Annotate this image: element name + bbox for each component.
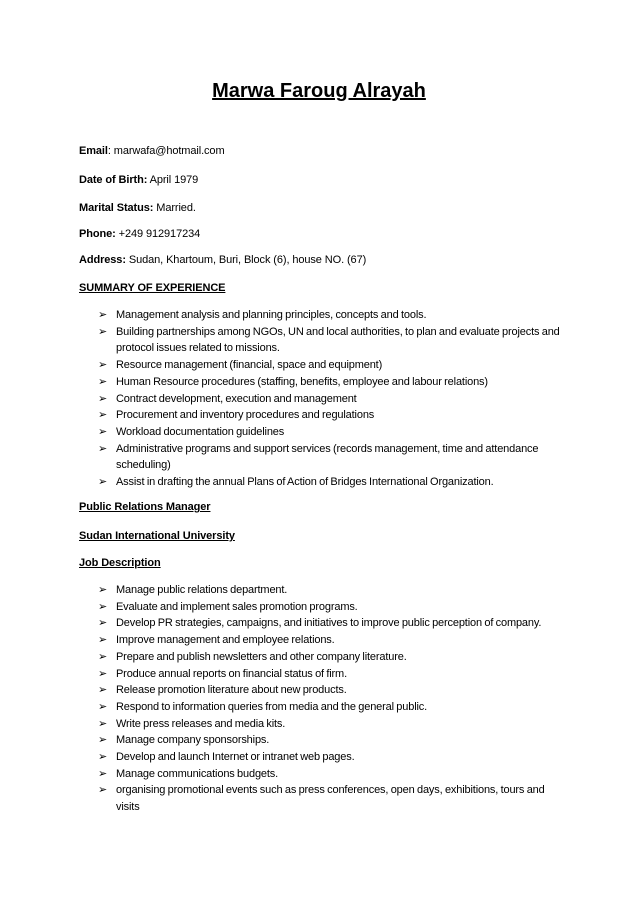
arrow-bullet-icon: ➢	[98, 666, 108, 680]
email-value: : marwafa@hotmail.com	[107, 145, 225, 157]
arrow-bullet-icon: ➢	[98, 308, 108, 321]
duty-item: ➢ Manage communications budgets.	[98, 766, 568, 783]
marital-status-line	[79, 202, 196, 214]
arrow-bullet-icon: ➢	[98, 475, 108, 489]
arrow-bullet-icon: ➢	[98, 408, 108, 422]
dob-value: April 1979	[147, 174, 199, 186]
job-duties-list	[98, 582, 568, 816]
arrow-bullet-icon: ➢	[98, 424, 108, 438]
employer-name: Sudan International University	[79, 530, 235, 542]
summary-item: ➢ Procurement and inventory procedures and regulations	[98, 407, 568, 424]
arrow-bullet-icon: ➢	[98, 391, 108, 405]
arrow-bullet-icon: ➢	[98, 733, 108, 747]
job-title: Public Relations Manager	[79, 501, 211, 513]
duty-item: ➢ Produce annual reports on financial status of firm.	[98, 666, 568, 683]
email-line	[79, 145, 225, 157]
duty-item: ➢ Develop and launch Internet or intranet web pages.	[98, 749, 568, 766]
duty-item: ➢ Manage public relations department.	[98, 582, 568, 599]
address-line	[79, 254, 366, 266]
job-description-heading: Job Description	[79, 557, 161, 569]
dob-line	[79, 174, 198, 186]
duty-item: ➢ Prepare and publish newsletters and other company literature.	[98, 649, 568, 666]
arrow-bullet-icon: ➢	[98, 699, 108, 713]
phone-value: +249 912917234	[115, 228, 201, 240]
duty-item: ➢ Release promotion literature about new products.	[98, 682, 568, 699]
summary-item: ➢ Management analysis and planning principles, concepts and tools.	[98, 307, 568, 324]
arrow-bullet-icon: ➢	[98, 633, 108, 647]
arrow-bullet-icon: ➢	[98, 358, 108, 372]
marital-status-label: Marital Status:	[79, 202, 154, 214]
duty-item: ➢ Improve management and employee relations.	[98, 632, 568, 649]
address-value: Sudan, Khartoum, Buri, Block (6), house NO. (67)	[125, 254, 367, 266]
arrow-bullet-icon: ➢	[98, 649, 108, 663]
arrow-bullet-icon: ➢	[98, 616, 108, 630]
duty-item: ➢ Respond to information queries from media and the general public.	[98, 699, 568, 716]
summary-item: ➢ Workload documentation guidelines	[98, 424, 568, 441]
arrow-bullet-icon: ➢	[98, 599, 108, 613]
summary-item: ➢ Resource management (financial, space and equipment)	[98, 357, 568, 374]
summary-item: ➢ Contract development, execution and management	[98, 391, 568, 408]
duty-item: ➢ Write press releases and media kits.	[98, 716, 568, 733]
arrow-bullet-icon: ➢	[98, 683, 108, 697]
arrow-bullet-icon: ➢	[98, 441, 108, 455]
candidate-name: Marwa Faroug Alrayah	[212, 80, 426, 102]
summary-list	[98, 307, 568, 491]
summary-item: ➢ Assist in drafting the annual Plans of Action of Bridges International Organization.	[98, 474, 568, 491]
marital-status-value: Married.	[153, 202, 196, 214]
phone-label: Phone:	[79, 228, 116, 240]
address-label: Address:	[79, 254, 126, 266]
phone-line	[79, 228, 200, 240]
arrow-bullet-icon: ➢	[98, 783, 108, 797]
summary-item: ➢ Administrative programs and support services (records management, time and attendance scheduling)	[98, 441, 539, 472]
duty-item: ➢ organising promotional events such as press conferences, open days, exhibitions, tours and visits	[98, 783, 545, 814]
arrow-bullet-icon: ➢	[98, 324, 108, 338]
duty-item: ➢ Manage company sponsorships.	[98, 732, 568, 749]
dob-label: Date of Birth:	[79, 174, 148, 186]
arrow-bullet-icon: ➢	[98, 583, 108, 596]
summary-item: ➢ Human Resource procedures (staffing, benefits, employee and labour relations)	[98, 374, 568, 391]
arrow-bullet-icon: ➢	[98, 716, 108, 730]
email-label: Email	[79, 145, 108, 157]
summary-heading: SUMMARY OF EXPERIENCE	[79, 282, 226, 294]
summary-item: ➢ Building partnerships among NGOs, UN and local authorities, to plan and evaluate projects and protocol issues related to missions.	[98, 324, 560, 355]
arrow-bullet-icon: ➢	[98, 766, 108, 780]
arrow-bullet-icon: ➢	[98, 750, 108, 764]
arrow-bullet-icon: ➢	[98, 374, 108, 388]
duty-item: ➢ Evaluate and implement sales promotion programs.	[98, 599, 568, 616]
duty-item: ➢ Develop PR strategies, campaigns, and initiatives to improve public perception of company.	[98, 615, 568, 632]
